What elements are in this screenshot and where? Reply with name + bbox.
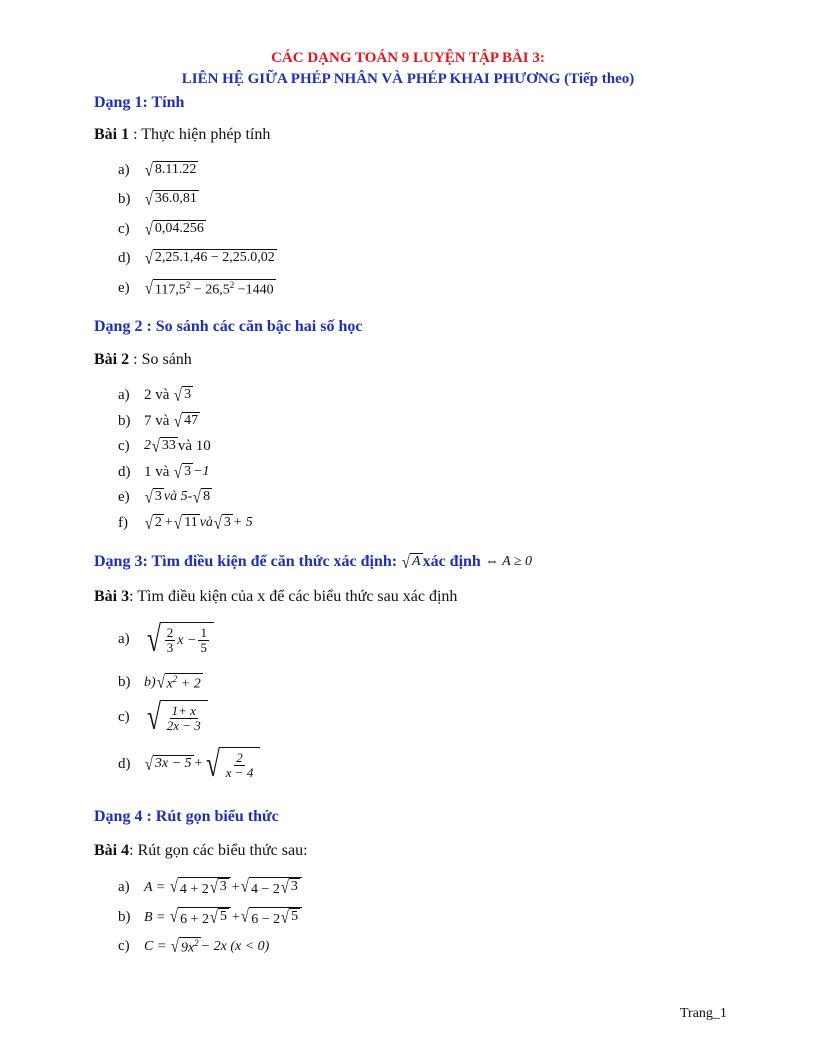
bai1-item-e: e) √ $117,5^2 - 26,5^2 -1440$: [118, 278, 274, 298]
bai1-item-a: a) √ 8.11.22: [118, 160, 197, 180]
bai2-item-e: e) √ 3 và 5- √ 8: [118, 487, 211, 507]
bai1: Bài 1 : Thực hiện phép tính: [94, 126, 271, 143]
title-line-1: CÁC DẠNG TOÁN 9 LUYỆN TẬP BÀI 3:: [271, 50, 545, 66]
bai2: Bài 2 : So sánh: [94, 351, 192, 368]
bai4-item-a: a) A = √ 4 + 2 √ 3 + √ 4 − 2 √ 3: [118, 877, 302, 898]
dang2-heading: Dạng 2 : So sánh các căn bậc hai số học: [94, 318, 363, 335]
title-line-2: LIÊN HỆ GIỮA PHÉP NHÂN VÀ PHÉP KHAI PHƯƠNG (Tiếp theo): [181, 71, 635, 87]
bai4-item-c: c) C = √ $9x^2$ − 2x (x < 0): [118, 936, 270, 956]
bai4: Bài 4: Rút gọn các biểu thức sau:: [94, 842, 308, 859]
dang4-heading: Dạng 4 : Rút gọn biểu thức: [94, 808, 279, 825]
bai3: Bài 3: Tìm điều kiện của x để các biểu thức sau xác định: [94, 588, 458, 605]
bai2-item-b: b) 7 và √ 47: [118, 411, 199, 431]
bai4-item-b: b) B = √ 6 + 2 √ 5 + √ 6 − 2 √ 5: [118, 907, 302, 928]
bai3-item-b: b) b) √ $x^2 + 2$: [118, 672, 201, 692]
bai2-item-d: d) 1 và √ 3 −1: [118, 462, 210, 482]
bai3-item-d: d) √ 3x − 5 + √ $\frac{2}{x - 4}$: [118, 747, 260, 781]
page-number: Trang_1: [680, 1006, 727, 1021]
bai3-item-c: c) √ $\frac{1+ x}{2x - 3}$: [118, 700, 208, 734]
dang3-heading: Dạng 3: Tìm điều kiện để căn thức xác định: √ A xác định ⇔ A ≥ 0: [94, 552, 533, 572]
dang1-heading: Dạng 1: Tính: [94, 94, 185, 111]
bai1-item-d: d) √ 2,25.1,46 − 2,25.0,02: [118, 248, 275, 268]
bai3-item-a: a) √ $\frac{2}{3}$ x − $\frac{1}{5}$: [118, 622, 214, 656]
bai1-item-c: c) √ 0,04.256: [118, 219, 204, 239]
bai2-item-c: c) 2 √ 33 và 10: [118, 436, 211, 456]
bai1-item-b: b) √ 36.0,81: [118, 189, 197, 209]
bai2-item-f: f) √ 2 + √ 11 và √ 3 + 5: [118, 513, 253, 533]
bai2-item-a: a) 2 và √ 3: [118, 385, 192, 405]
